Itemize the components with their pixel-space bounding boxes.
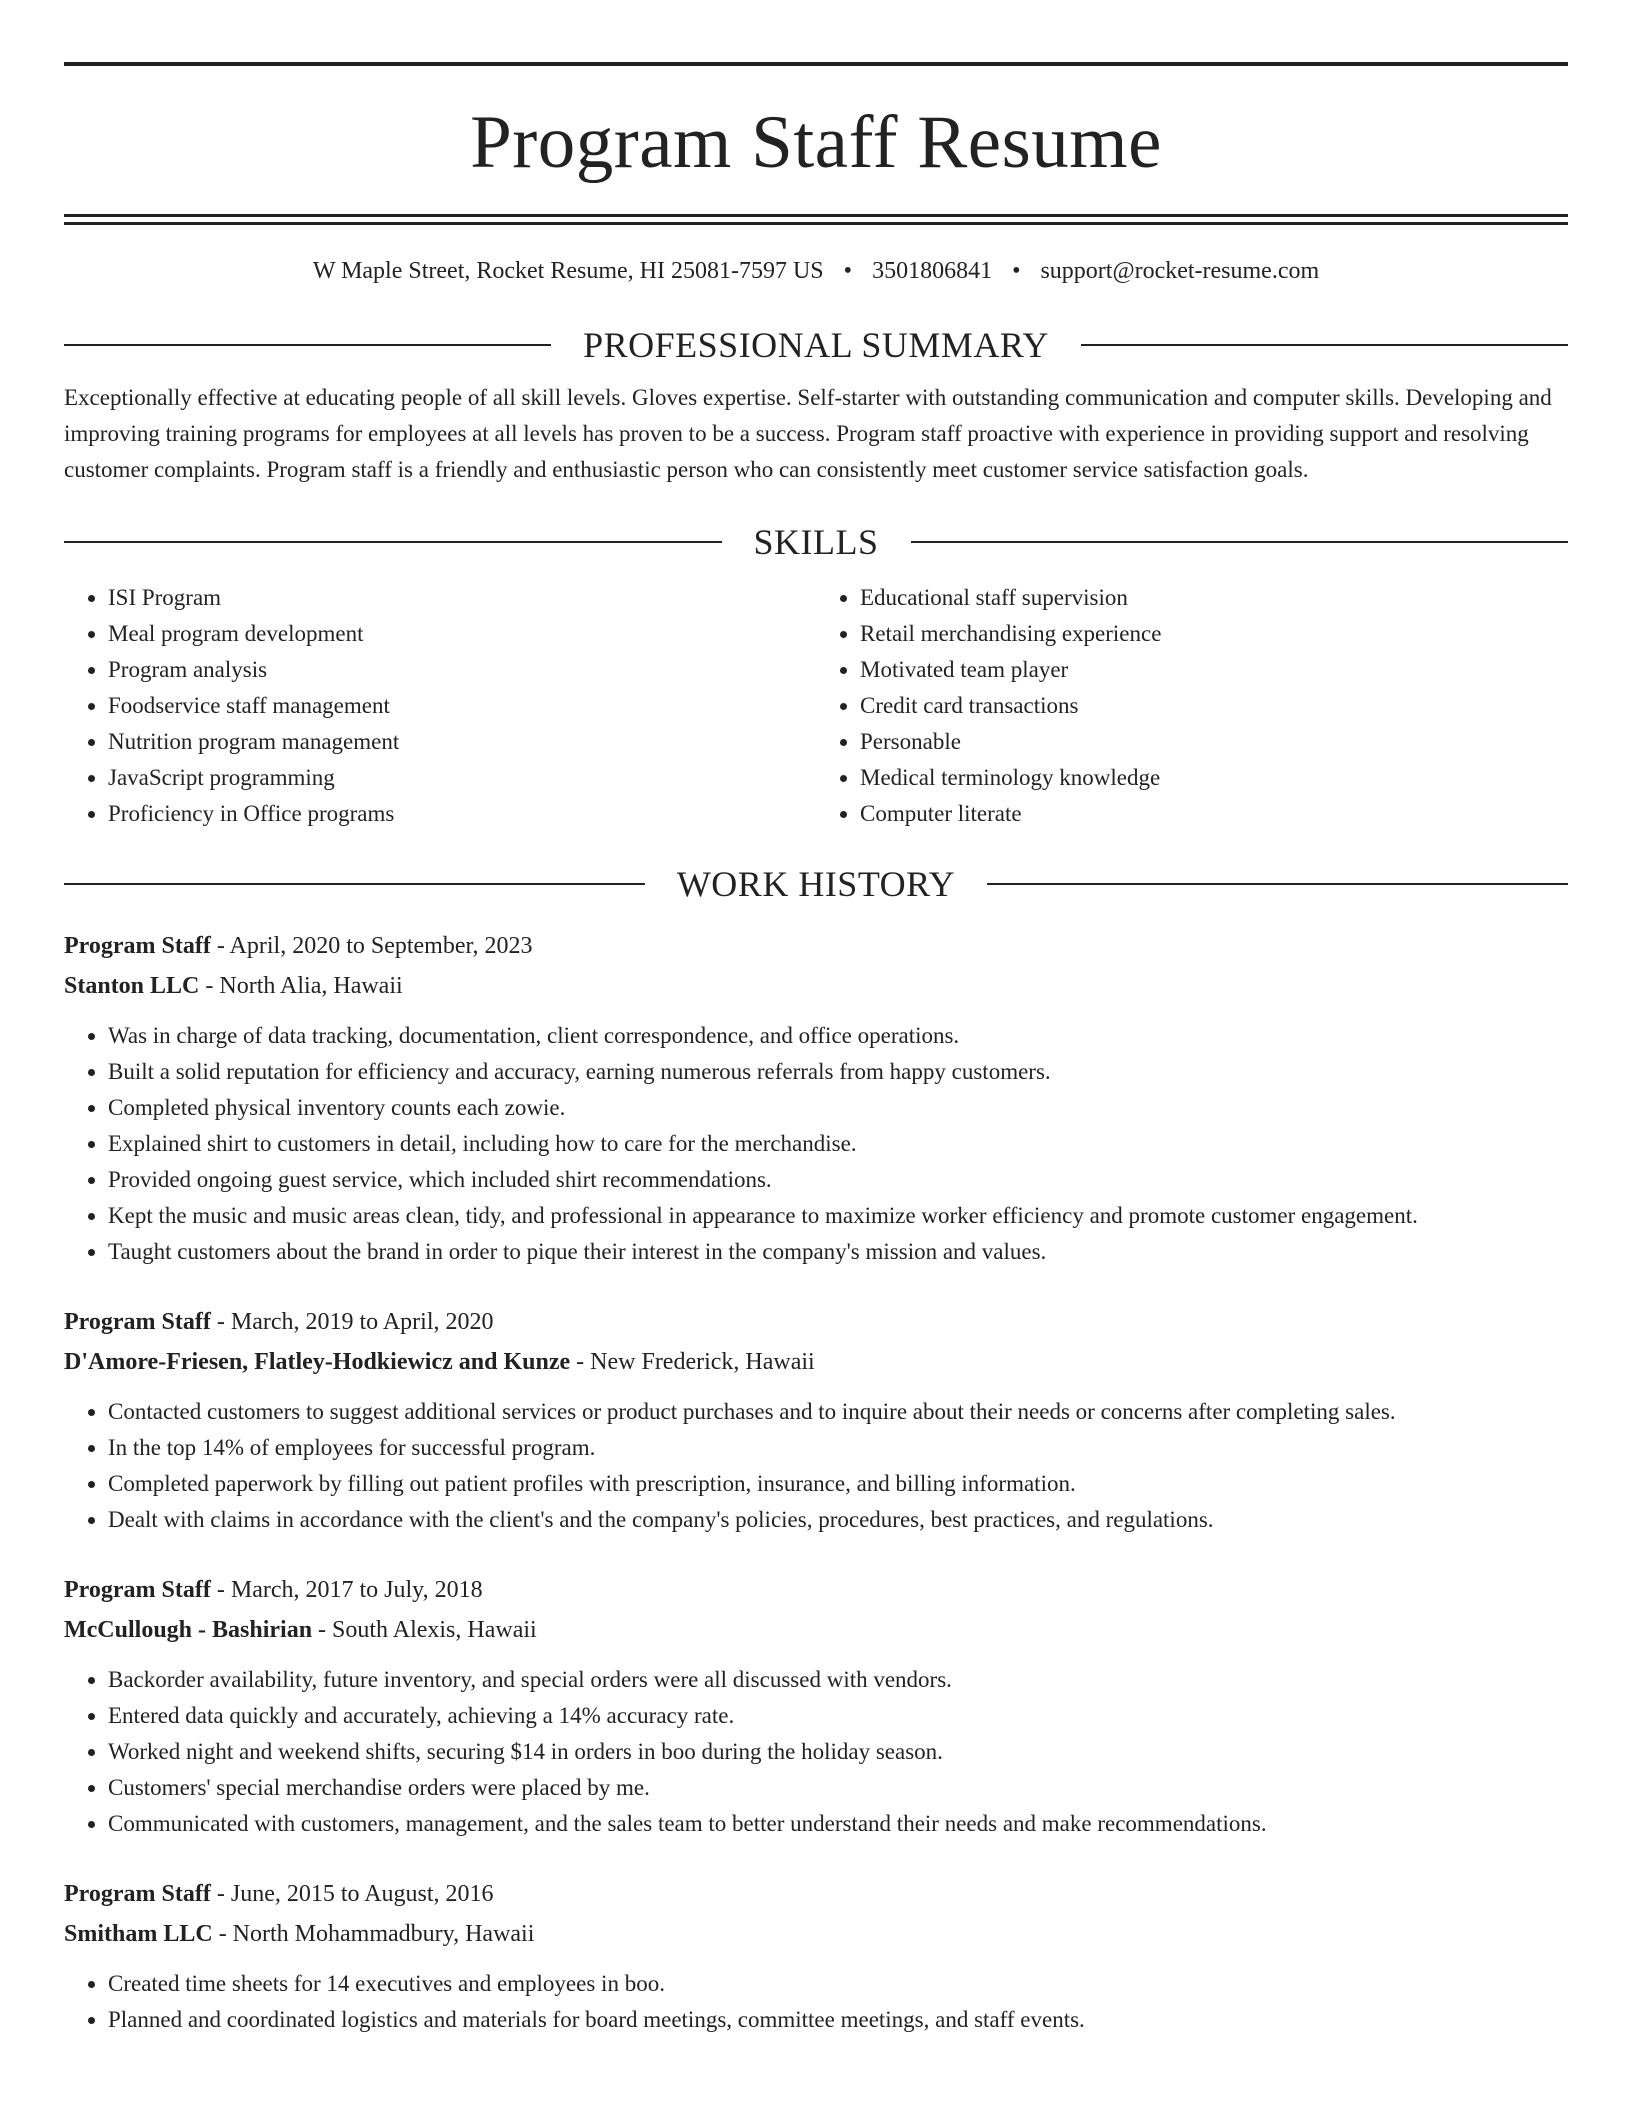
job-title-line — [64, 926, 1568, 966]
list-item: • Was in charge of data tracking, documentation, client correspondence, and office operations. — [108, 1018, 1568, 1054]
contact-line — [64, 255, 1568, 287]
heading-rule-right — [911, 541, 1569, 543]
skills-heading: SKILLS — [753, 522, 879, 562]
job-role: Program Staff — [64, 933, 211, 959]
job-title-line — [64, 1302, 1568, 1342]
list-item: • Provided ongoing guest service, which included shirt recommendations. — [108, 1162, 1568, 1198]
job-title-line — [64, 1570, 1568, 1610]
job-entry — [64, 926, 1568, 1270]
list-item: • Worked night and weekend shifts, securing $14 in orders in boo during the holiday season. — [108, 1734, 1568, 1770]
job-company-line — [64, 1914, 1568, 1954]
skills-list — [64, 580, 1568, 832]
job-dates: - April, 2020 to September, 2023 — [210, 933, 533, 959]
list-item: • Communicated with customers, management, and the sales team to better understand their needs and make recommendations. — [108, 1806, 1568, 1842]
contact-separator: • — [1012, 258, 1021, 284]
contact-phone: 3501806841 — [872, 258, 993, 284]
list-item: • Built a solid reputation for efficiency and accuracy, earning numerous referrals from happy customers. — [108, 1054, 1568, 1090]
job-entry — [64, 1570, 1568, 1842]
list-item: • Completed physical inventory counts each zowie. — [108, 1090, 1568, 1126]
job-company-line — [64, 1342, 1568, 1382]
job-location: - South Alexis, Hawaii — [312, 1617, 537, 1643]
list-item: • Entered data quickly and accurately, achieving a 14% accuracy rate. — [108, 1698, 1568, 1734]
job-company: D'Amore-Friesen, Flatley-Hodkiewicz and Kunze — [64, 1349, 571, 1375]
list-item: • Backorder availability, future inventory, and special orders were all discussed with vendors. — [108, 1662, 1568, 1698]
list-item: • Credit card transactions — [860, 688, 1568, 724]
job-bullets — [64, 1394, 1568, 1538]
heading-rule-right — [1081, 344, 1568, 346]
list-item: • Customers' special merchandise orders were placed by me. — [108, 1770, 1568, 1806]
job-dates: - March, 2019 to April, 2020 — [210, 1309, 494, 1335]
job-company-line — [64, 966, 1568, 1006]
list-item: • Motivated team player — [860, 652, 1568, 688]
job-role: Program Staff — [64, 1309, 211, 1335]
job-company: Smitham LLC — [64, 1921, 213, 1947]
list-item: • Retail merchandising experience — [860, 616, 1568, 652]
job-role: Program Staff — [64, 1577, 211, 1603]
heading-rule-right — [987, 883, 1568, 885]
job-dates: - June, 2015 to August, 2016 — [210, 1881, 494, 1907]
list-item: • Planned and coordinated logistics and materials for board meetings, committee meetings, and staff events. — [108, 2002, 1568, 2038]
skills-column-right — [816, 580, 1568, 832]
heading-rule-left — [64, 883, 645, 885]
work-section-heading — [64, 864, 1568, 904]
heading-rule-left — [64, 541, 722, 543]
job-entry — [64, 1302, 1568, 1538]
list-item: • Taught customers about the brand in order to pique their interest in the company's mission and values. — [108, 1234, 1568, 1270]
job-company-line — [64, 1610, 1568, 1650]
heading-rule-left — [64, 344, 551, 346]
job-bullets — [64, 1662, 1568, 1842]
skills-column-left — [64, 580, 816, 832]
list-item: • Proficiency in Office programs — [108, 796, 816, 832]
job-bullets — [64, 1018, 1568, 1270]
job-bullets — [64, 1966, 1568, 2038]
job-role: Program Staff — [64, 1881, 211, 1907]
list-item: • Created time sheets for 14 executives and employees in boo. — [108, 1966, 1568, 2002]
top-rule — [64, 62, 1568, 66]
summary-text: Exceptionally effective at educating people of all skill levels. Gloves expertise. Self-starter with outstanding communication and computer skills. Developing and improving training programs for employees at all levels has proven to be a success. Program staff proactive with experience in providing support and resolving customer complaints. Program staff is a friendly and enthusiastic person who can consistently meet customer service satisfaction goals. — [64, 385, 1552, 482]
list-item: • Explained shirt to customers in detail, including how to care for the merchandise. — [108, 1126, 1568, 1162]
list-item: • Educational staff supervision — [860, 580, 1568, 616]
list-item: • Program analysis — [108, 652, 816, 688]
summary-heading: PROFESSIONAL SUMMARY — [583, 325, 1049, 365]
job-location: - North Alia, Hawaii — [199, 973, 403, 999]
list-item: • Medical terminology knowledge — [860, 760, 1568, 796]
list-item: • Computer literate — [860, 796, 1568, 832]
job-location: - North Mohammadbury, Hawaii — [212, 1921, 535, 1947]
list-item: • Completed paperwork by filling out patient profiles with prescription, insurance, and billing information. — [108, 1466, 1568, 1502]
job-company: Stanton LLC — [64, 973, 200, 999]
list-item: • Kept the music and music areas clean, tidy, and professional in appearance to maximize worker efficiency and promote customer engagement. — [108, 1198, 1568, 1234]
list-item: • In the top 14% of employees for successful program. — [108, 1430, 1568, 1466]
work-history-list — [64, 926, 1568, 2038]
list-item: • ISI Program — [108, 580, 816, 616]
list-item: • Personable — [860, 724, 1568, 760]
contact-address: W Maple Street, Rocket Resume, HI 25081-7597 US — [312, 258, 824, 284]
job-title-line — [64, 1874, 1568, 1914]
work-heading: WORK HISTORY — [676, 864, 956, 904]
title-double-rule — [64, 214, 1568, 225]
job-company: McCullough - Bashirian — [64, 1617, 313, 1643]
list-item: • Dealt with claims in accordance with the client's and the company's policies, procedures, best practices, and regulations. — [108, 1502, 1568, 1538]
job-dates: - March, 2017 to July, 2018 — [210, 1577, 483, 1603]
job-location: - New Frederick, Hawaii — [570, 1349, 815, 1375]
list-item: • Meal program development — [108, 616, 816, 652]
skills-section-heading — [64, 522, 1568, 562]
list-item: • Contacted customers to suggest additional services or product purchases and to inquire about their needs or concerns after completing sales. — [108, 1394, 1568, 1430]
list-item: • Foodservice staff management — [108, 688, 816, 724]
list-item: • Nutrition program management — [108, 724, 816, 760]
contact-separator: • — [843, 258, 853, 284]
job-entry — [64, 1874, 1568, 2038]
contact-email: support@rocket-resume.com — [1040, 258, 1320, 284]
list-item: • JavaScript programming — [108, 760, 816, 796]
summary-section-heading — [64, 325, 1568, 365]
resume-title: Program Staff Resume — [470, 101, 1162, 184]
